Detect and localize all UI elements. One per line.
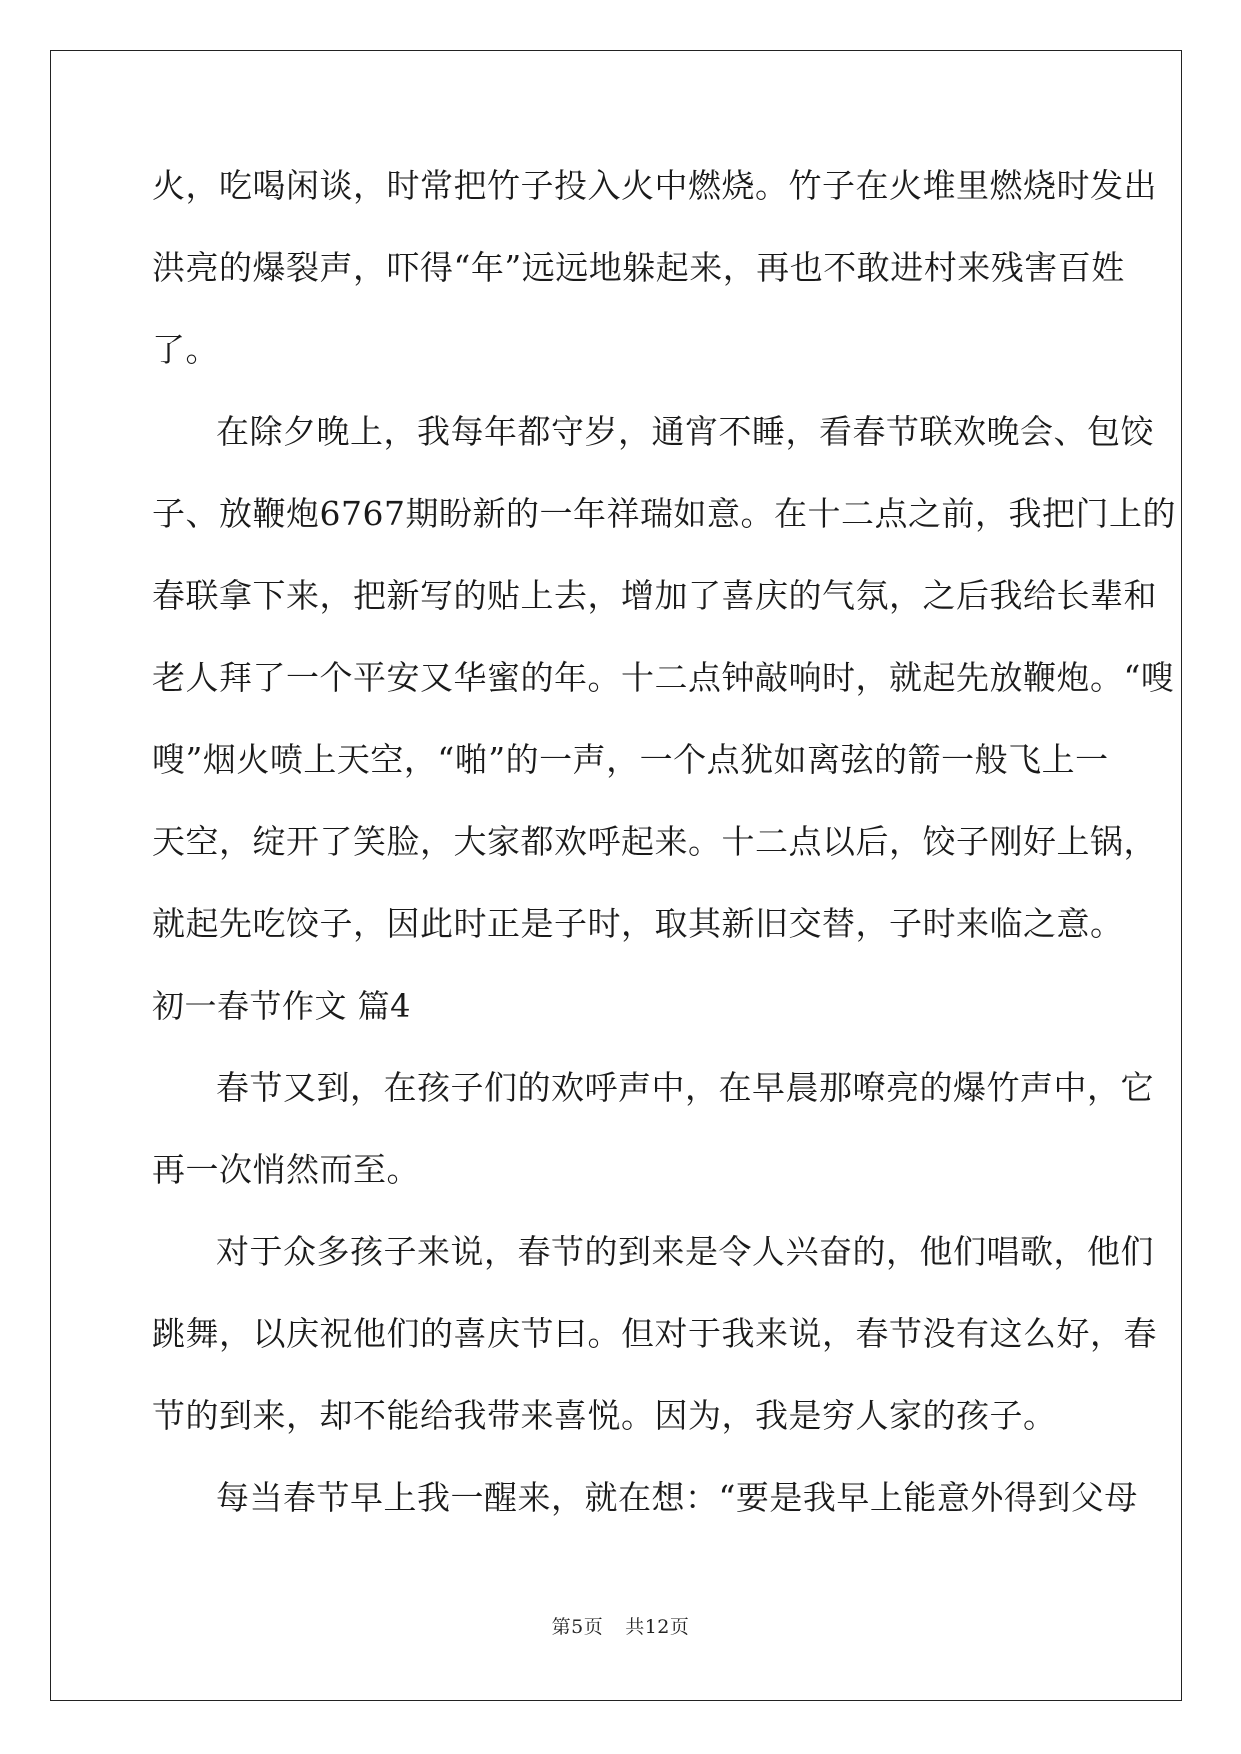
page-total: 共12页 (625, 1616, 690, 1638)
document-body (152, 162, 1176, 1556)
paragraph-line: 老人拜了一个平安又华蜜的年。十二点钟敲响时，就起先放鞭炮。“嗖 (152, 658, 1175, 697)
paragraph-line: 春节又到，在孩子们的欢呼声中，在早晨那嘹亮的爆竹声中，它 (216, 1068, 1154, 1107)
paragraph-line: 了。 (152, 330, 219, 369)
page-footer (0, 1612, 1241, 1639)
page-number: 第5页 (551, 1616, 604, 1638)
paragraph-line: 每当春节早上我一醒来，就在想：“要是我早上能意外得到父母 (216, 1478, 1138, 1517)
paragraph-line: 节的到来，却不能给我带来喜悦。因为，我是穷人家的孩子。 (152, 1396, 1057, 1435)
paragraph-line: 嗖”烟火喷上天空，“啪”的一声，一个点犹如离弦的箭一般飞上一 (152, 740, 1109, 779)
paragraph-line: 就起先吃饺子，因此时正是子时，取其新旧交替，子时来临之意。 (152, 904, 1124, 943)
section-heading: 初一春节作文 篇4 (152, 987, 412, 1025)
paragraph-line: 跳舞，以庆祝他们的喜庆节曰。但对于我来说，春节没有这么好，春 (152, 1314, 1157, 1353)
paragraph-line: 再一次悄然而至。 (152, 1150, 420, 1189)
paragraph-line: 子、放鞭炮6767期盼新的一年祥瑞如意。在十二点之前，我把门上的 (152, 494, 1176, 533)
paragraph-line: 在除夕晚上，我每年都守岁，通宵不睡，看春节联欢晚会、包饺 (216, 412, 1154, 451)
paragraph-line: 对于众多孩子来说，春节的到来是令人兴奋的，他们唱歌，他们 (216, 1232, 1154, 1271)
paragraph-line: 春联拿下来，把新写的贴上去，增加了喜庆的气氛，之后我给长辈和 (152, 576, 1157, 615)
paragraph-line: 洪亮的爆裂声，吓得“年”远远地躲起来，再也不敢进村来残害百姓 (152, 248, 1125, 287)
paragraph-line: 火，吃喝闲谈，时常把竹子投入火中燃烧。竹子在火堆里燃烧时发出 (152, 166, 1157, 205)
paragraph-line: 天空，绽开了笑脸，大家都欢呼起来。十二点以后，饺子刚好上锅， (152, 822, 1157, 861)
